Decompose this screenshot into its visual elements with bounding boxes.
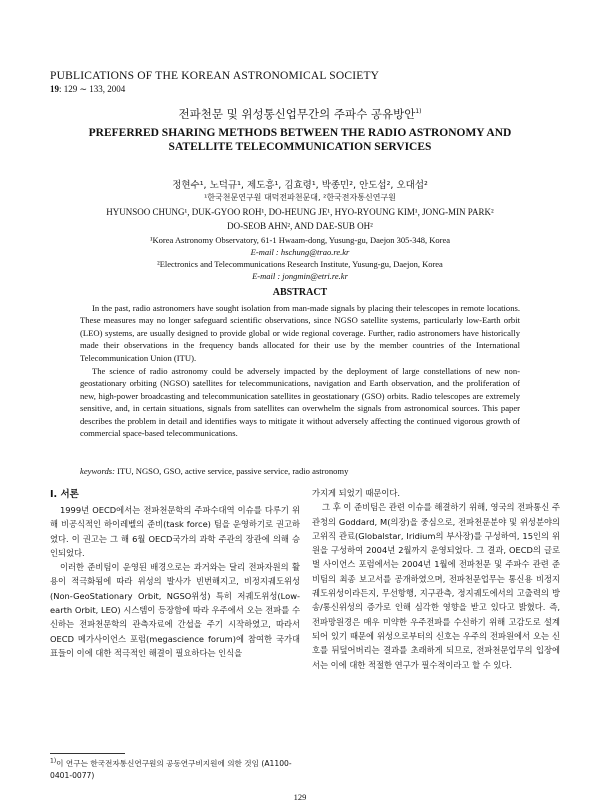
right-paragraph-1: 가지게 되었기 때문이다. bbox=[312, 488, 401, 498]
korean-authors: 정현수¹, 노덕규¹, 제도흥¹, 김효령¹, 박종민², 안도섭², 오대섭² bbox=[172, 180, 428, 191]
abstract-paragraph-1: In the past, radio astronomers have sought isolation from man-made signals by placing their telescopes in remote locations. These measures may no longer safeguard scientific observations, since NGSO satellite systems, particularly low-Earth orbit (LEO) systems, are usually designed to provide global or wide regional coverage. Further, radio astronomers have historically made their observations in the frequency bands allocated for their use by the member countries of the International Telecommunication Union (ITU). bbox=[80, 303, 520, 363]
right-paragraph-2: 그 후 이 준비팀은 관련 이슈를 해결하기 위해, 영국의 전파통신 주관청의 Goddard, M(의장)을 중심으로, 전파천문분야 및 위성분야의 고위직 관료(Globalstar, Iridium의 부사장)를 구성하여, 15인의 위원을 구성하여 2004년 2월까지 운영되었다. 그 결과, OECD의 글로벌 사이언스 포럼에서는 2004년 1월에 전파천문 및 주파수 관련 준비팀의 최종 보고서를 공개하였으며, 전파천문업무는 통신용 비정지궤도위성이라든지, 무선항행, 지구관측, 정지궤도에서의 고출력의 방송/통신위성의 증가로 인해 심각한 영향을 받고 있다고 밝혔다. 즉, 전파망원경은 매우 미약한 우주전파를 수신하기 위해 고감도로 설계되어 있기 때문에 위성으로부터의 신호는 우주의 전파원에서 오는 신호를 뒤덮어버리는 결과를 초래하게 되므로, 전파천문업무의 입장에서는 이에 대한 적절한 연구가 필수적이라고 할 수 있다. bbox=[312, 502, 560, 670]
section-heading: I. 서론 bbox=[50, 489, 79, 500]
english-title-line1: PREFERRED SHARING METHODS BETWEEN THE RADIO ASTRONOMY AND bbox=[88, 127, 512, 139]
english-authors-line2: DO-SEOB AHN², AND DAE-SUB OH² bbox=[227, 221, 373, 231]
pages-year: : 129 ∼ 133, 2004 bbox=[59, 84, 126, 94]
email-2: E-mail : jongmin@etri.re.kr bbox=[252, 271, 348, 281]
english-title bbox=[0, 126, 600, 154]
left-column bbox=[50, 503, 300, 660]
right-column bbox=[312, 486, 560, 672]
left-paragraph-2: 이러한 준비팀이 운영된 배경으로는 과거와는 달리 전파자원의 활용이 적극화됨에 따라 위성의 발사가 빈번해지고, 비정지궤도위성(Non-GeoStationary Orbit, NGSO위성) 특히 저궤도위성(Low-earth Orbit, LEO) 시스템이 등장함에 따라 우주에서 오는 전파를 수신하는 전파천문학의 관측자료에 간섭을 주기 시작하였고, 따라서 OECD 메가사이언스 포럼(megascience forum)에 참여한 국가대표들이 이에 대한 적극적인 해결이 필요하다는 인식을 bbox=[50, 562, 300, 658]
keywords bbox=[80, 466, 520, 476]
abstract-paragraph-2: The science of radio astronomy could be adversely impacted by the deployment of large constellations of new non-geostationary orbiting (NGSO) satellites for telecommunications, navigation and Earth observation, and the proliferation of new, high-power broadcasting and telecommunication satellites in geostationary (GSO) orbits. Radio telescopes are extremely sensitive, and, in certain situations, signals from satellites can overwhelm the signals from astronomical sources. This paper describes the problem in detail and identifies ways to mitigate it without adversely affecting the continued vigorous growth of commercial space-based telecommunications. bbox=[80, 366, 520, 439]
footnote-rule bbox=[50, 753, 125, 754]
english-title-line2: SATELLITE TELECOMMUNICATION SERVICES bbox=[168, 141, 432, 153]
keywords-label: keywords: bbox=[80, 466, 115, 476]
affiliation-2: ²Electronics and Telecommunications Research Institute, Yusung-gu, Daejon, Korea bbox=[157, 259, 443, 269]
volume-line bbox=[50, 84, 125, 95]
footnote bbox=[50, 758, 300, 782]
english-authors-line1: HYUNSOO CHUNG¹, DUK-GYOO ROH¹, DO-HEUNG JE¹, HYO-RYOUNG KIM¹, JONG-MIN PARK² bbox=[106, 207, 494, 217]
title-footnote-marker: 1) bbox=[415, 108, 422, 116]
page-number: 129 bbox=[293, 792, 307, 802]
left-paragraph-1: 1999년 OECD에서는 전파천문학의 주파수대역 이슈를 다루기 위해 비공식적인 하이레벨의 준비(task force) 팀을 운영하기로 권고하였다. 이 권고는 그 해 6월 OECD국가의 과학 주관의 장관에 의해 승인되었다. bbox=[50, 505, 300, 558]
keywords-text: ITU, NGSO, GSO, active service, passive service, radio astronomy bbox=[115, 466, 349, 476]
volume-number: 19 bbox=[50, 84, 59, 94]
korean-title: 전파천문 및 위성통신업무간의 주파수 공유방안$^{1)}$ bbox=[178, 107, 422, 121]
footnote-marker: 1) bbox=[50, 757, 57, 765]
journal-name: PUBLICATIONS OF THE KOREAN ASTRONOMICAL SOCIETY bbox=[50, 70, 380, 82]
korean-affiliations: ¹한국천문연구원 대덕전파천문대, ²한국전자통신연구원 bbox=[204, 193, 396, 202]
abstract-heading: ABSTRACT bbox=[272, 287, 328, 298]
footnote-text: 이 연구는 한국전자통신연구원의 공동연구비지원에 의한 것임 (A1100-0401-0077) bbox=[50, 759, 292, 780]
affiliation-1: ¹Korea Astronomy Observatory, 61-1 Hwaam-dong, Yusung-gu, Daejon 305-348, Korea bbox=[149, 235, 451, 245]
email-1: E-mail : hschung@trao.re.kr bbox=[250, 247, 350, 257]
